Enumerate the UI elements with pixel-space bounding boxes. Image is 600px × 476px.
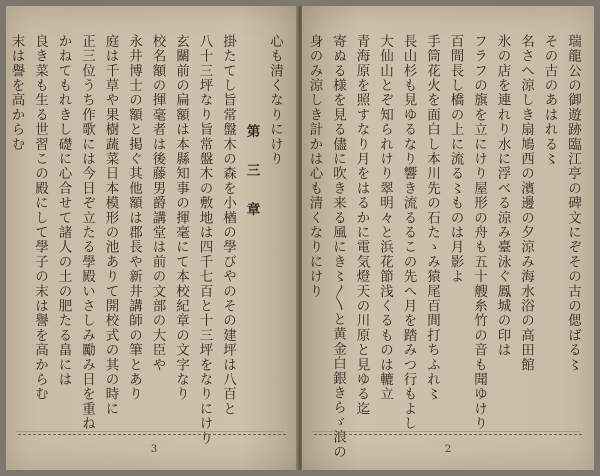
text-column: 庭は千草や果樹蔬菜日本模形の池ありて開校式の其の時に [102,34,119,417]
text-column: 瑞龍公の御遊跡臨江亭の碑文にぞその古の偲ばる〻 [565,34,581,373]
text-column: 心も清くなりにけり [267,34,283,167]
text-column: 寄ぬる様を見る儘に吹き来る風にき〻〳〵と黄金白銀きらゞ浪の [330,34,346,460]
text-column: 校名額の揮毫者は後藤男爵講堂は前の文部の大臣や [149,34,166,373]
open-book [6,6,594,470]
chapter-heading: 第 三 章 [243,124,260,222]
text-column: その古のあはれる〻 [541,34,558,167]
text-column: 百間長し橋の上に流る〻ものは月影よ [447,34,464,284]
text-column: 正三位うち作歌には今日ぞ立たる學殿いさしみ勵み日を重ね [79,34,95,431]
text-column: 長山杉も見ゆるなり響き流るるこの先へ月を踏みつ行もよし [400,34,417,431]
text-column: 名さへ涼しき扇鳩西の濱邊の夕涼み海水浴の高田館 [518,34,534,373]
text-column: 掛たてし旨常盤木の森を小楢の學びやのその建坪は八百と [220,34,236,417]
text-column: 八十三坪なり旨常盤木の敷地は四千七百と十三坪をなりにけり [196,34,213,446]
text-column: 玄關前の扁額は本縣知事の揮毫にて本校紀章の文字なり [173,34,189,402]
text-column: 良き菜も生る世習この殿にして學子の末は譽を高からむ [32,34,48,402]
footer-rule [18,434,286,443]
page-number: 3 [150,444,158,455]
left-page-text [8,34,286,446]
text-column: かねてもれきし礎に心合せて諸人の土の肥たる畠には [55,34,72,387]
text-column: 青海原を照すなり月をはるかに電気燈天の川原と見ゆる迄 [353,34,370,417]
text-column: 身のみ涼しき計かは心も清くなりにけり [306,34,323,299]
left-page [6,6,298,470]
footer-rule [314,434,582,443]
text-column: 末は譽を高からむ [8,34,25,152]
text-column: 手筒花火を面白し本川先の石たゝみ猿尾百間打ちふれ〻 [424,34,440,402]
right-page [302,6,594,470]
right-page-text [306,34,584,460]
page-number: 2 [444,444,452,455]
text-column: 永井博士の額と掲ぐ其他額は郡長や新井講師の筆とあり [126,34,142,402]
text-column: 氷の店を連れり水に浮べる涼み臺泳ぐ鳳城の印は [494,34,511,358]
text-column: フラフの旗を立にけり屋形の舟も五十艘糸竹の音も聞ゆけり [471,34,487,431]
text-column: 大仙山とぞ知られけり翠明々と浜花節浅くるものは轆立 [377,34,393,402]
